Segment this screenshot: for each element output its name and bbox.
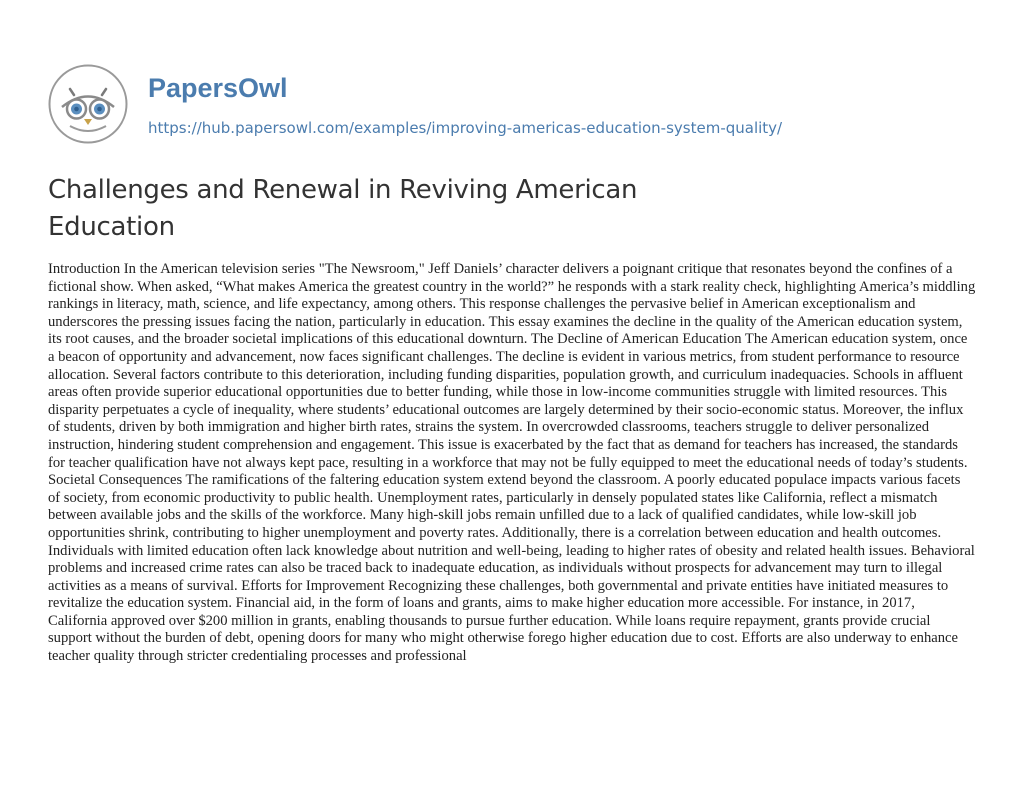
brand-name[interactable]: PapersOwl (148, 72, 288, 103)
brand-block (148, 71, 782, 138)
document-title: Challenges and Renewal in Reviving American Education (48, 175, 638, 242)
document-body: Introduction In the American television series "The Newsroom," Jeff Daniels’ character delivers a poignant critique that resonates beyond the confines of a fictional show. When asked, “What makes America the greatest country in the world?” he responds with a stark reality check, highlighting America’s middling rankings in literacy, math, science, and life expectancy, among others. This response challenges the pervasive belief in American exceptionalism and underscores the pressing issues facing the nation, particularly in education. This essay examines the decline in the quality of the American education system, its root causes, and the broader societal implications of this educational downturn. The Decline of American Education The American education system, once a beacon of opportunity and advancement, now faces significant challenges. The decline is evident in various metrics, from student performance to resource allocation. Several factors contribute to this deterioration, including funding disparities, population growth, and curriculum inadequacies. Schools in affluent areas often provide superior educational opportunities due to better funding, while those in low-income communities struggle with limited resources. This disparity perpetuates a cycle of inequality, where students’ educational outcomes are largely determined by their socio-economic status. Moreover, the influx of students, driven by both immigration and higher birth rates, strains the system. In overcrowded classrooms, teachers struggle to deliver personalized instruction, hindering student comprehension and engagement. This issue is exacerbated by the fact that as demand for teachers has increased, the standards for teacher qualification have not always kept pace, resulting in a workforce that may not be fully equipped to meet the educational needs of today’s students. Societal Consequences The ramifications of the faltering education system extend beyond the classroom. A poorly educated populace impacts various facets of society, from economic productivity to public health. Unemployment rates, particularly in densely populated states like California, reflect a mismatch between available jobs and the skills of the workforce. Many high-skill jobs remain unfilled due to a lack of qualified candidates, while low-skill job opportunities shrink, contributing to higher unemployment and poverty rates. Additionally, there is a correlation between education and health outcomes. Individuals with limited education often lack knowledge about nutrition and well-being, leading to higher rates of obesity and related health issues. Behavioral problems and increased crime rates can also be traced back to inadequate education, as individuals without prospects for advancement may turn to illegal activities as a means of survival. Efforts for Improvement Recognizing these challenges, both governmental and private entities have initiated measures to revitalize the education system. Financial aid, in the form of loans and grants, aims to make higher education more accessible. For instance, in 2017, California approved over $200 million in grants, enabling thousands to pursue further education. While loans require repayment, grants provide crucial support without the burden of debt, opening doors for many who might otherwise forego higher education due to cost. Efforts are also underway to enhance teacher quality through stricter credentialing processes and professional (48, 261, 976, 665)
source-url-link[interactable]: https://hub.papersowl.com/examples/improving-americas-education-system-quality/ (148, 118, 783, 137)
owl-logo-icon (48, 64, 128, 144)
brand-header (48, 64, 782, 144)
